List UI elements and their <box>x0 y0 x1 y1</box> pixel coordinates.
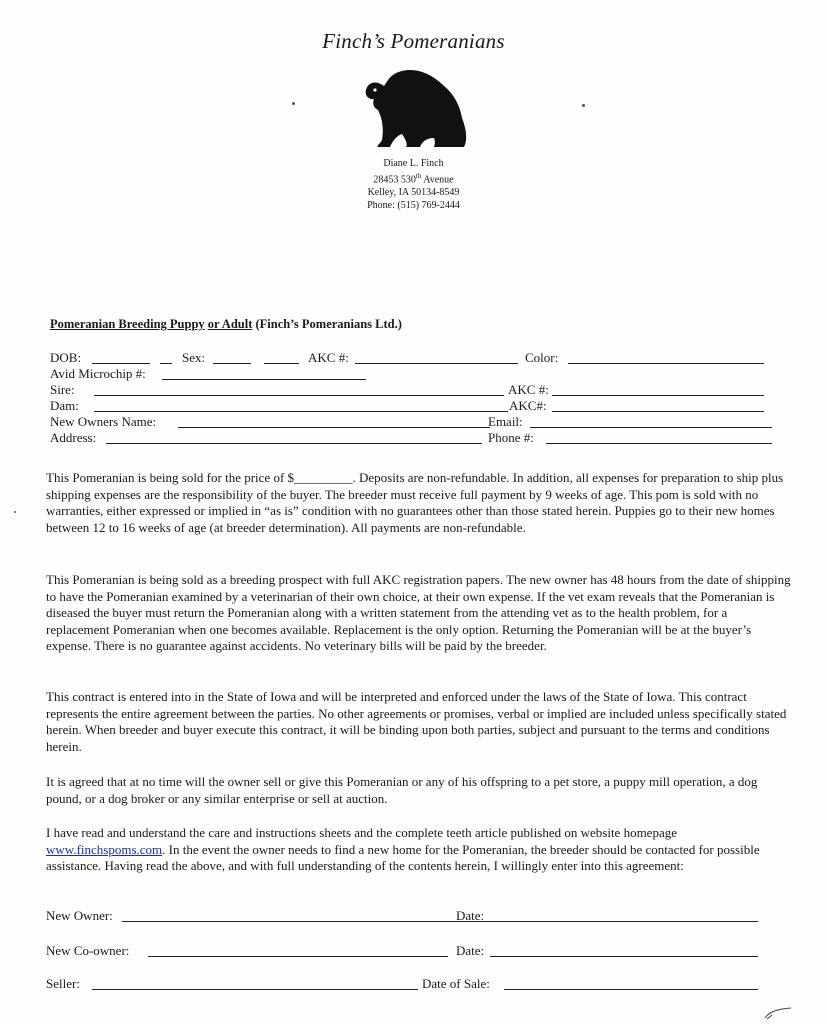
sire-label: Sire: <box>50 382 75 397</box>
sire-field[interactable] <box>94 395 504 396</box>
breeder-street: 28453 530th Avenue <box>373 172 454 186</box>
field-row-sire <box>50 382 790 398</box>
field-row-dob <box>50 350 790 366</box>
date-label-1: Date: <box>456 908 485 923</box>
field-row-dam <box>50 398 790 414</box>
signature-row-seller <box>46 976 791 992</box>
scan-speck <box>14 511 16 513</box>
date-field-1[interactable] <box>490 921 758 922</box>
dob-label: DOB: <box>50 350 82 365</box>
dam-akc-field[interactable] <box>552 411 764 412</box>
breeder-city: Kelley, IA 50134-8549 <box>367 187 460 199</box>
breeder-name: Diane L. Finch <box>383 158 444 169</box>
pomeranian-silhouette-icon <box>364 66 468 148</box>
signature-row-new-owner <box>46 908 791 924</box>
new-owner-label: New Owner: <box>46 908 113 923</box>
signature-row-co-owner <box>46 943 791 959</box>
akc-label: AKC #: <box>308 350 349 365</box>
sire-akc-label: AKC #: <box>508 382 549 397</box>
field-row-microchip <box>50 366 790 382</box>
form-heading: Pomeranian Breeding Puppy or Adult (Finch’s Pomeranians Ltd.) <box>50 317 402 331</box>
field-row-address <box>50 430 790 446</box>
breeder-phone: Phone: (515) 769-2444 <box>367 200 460 212</box>
price-paragraph: This Pomeranian is being sold for the price of $_________. Deposits are non-refundable. In addition, all expenses for preparation to ship plus shipping expenses are the responsibility of the buyer. The breeder must receive full payment by 9 weeks of age. This pom is sold with no warranties, either expressed or implied in “as is” condition with no guarantees other than those stated herein. Puppies go to their new homes between 12 to 16 weeks of age (at breeder determination). All payments are non-refundable. <box>46 470 784 535</box>
date-of-sale-label: Date of Sale: <box>422 976 490 991</box>
dob-field-extra[interactable] <box>160 363 172 364</box>
new-owner-signature-field[interactable] <box>122 921 498 922</box>
scan-speck <box>582 104 585 107</box>
date-label-2: Date: <box>456 943 485 958</box>
sex-label: Sex: <box>182 350 206 365</box>
agreement-paragraph: I have read and understand the care and instructions sheets and the complete teeth article published on website homepage www.finchspoms.com. In the event the owner needs to find a new home for the Pomeranian, the breeder should be contacted for possible assistance. Having read the above, and with full understanding of the contents herein, I willingly enter into this agreement: <box>46 825 760 874</box>
new-co-owner-signature-field[interactable] <box>148 956 448 957</box>
puppy-details-fields <box>50 350 790 446</box>
email-label: Email: <box>488 414 523 429</box>
jurisdiction-paragraph: This contract is entered into in the State of Iowa and will be interpreted and enforced under the laws of the State of Iowa. This contract represents the entire agreement between the parties. No other agreements or promises, verbal or implied are included unless specifically stated herein. When breeder and buyer execute this contract, it will be binding upon both parties, subject and pursuant to the terms and conditions herein. <box>46 689 787 754</box>
date-field-2[interactable] <box>490 956 758 957</box>
new-owners-name-label: New Owners Name: <box>50 414 157 429</box>
sex-field[interactable] <box>213 363 251 364</box>
health-paragraph: This Pomeranian is being sold as a breeding prospect with full AKC registration papers. The new owner has 48 hours from the date of shipping to have the Pomeranian examined by a veterinarian of their own choice, at their own expense. If the vet exam reveals that the Pomeranian is diseased the buyer must return the Pomeranian along with a written statement from the attending vet as to the health problem, for a replacement Pomeranian when one becomes available. Replacement is the only option. Returning the Pomeranian will be at the buyer’s expense. There is no guarantee against accidents. No veterinary bills will be paid by the breeder. <box>46 572 791 654</box>
page-title: Finch’s Pomeranians <box>322 29 505 53</box>
phone-label: Phone #: <box>488 430 534 445</box>
dam-akc-label: AKC#: <box>509 398 547 413</box>
dob-field[interactable] <box>92 363 150 364</box>
akc-field[interactable] <box>355 363 518 364</box>
dam-label: Dam: <box>50 398 79 413</box>
new-co-owner-label: New Co-owner: <box>46 943 130 958</box>
address-label: Address: <box>50 430 97 445</box>
scan-speck <box>292 102 295 105</box>
color-field[interactable] <box>568 363 764 364</box>
email-field[interactable] <box>530 427 772 428</box>
field-row-owner <box>50 414 790 430</box>
microchip-label: Avid Microchip #: <box>50 366 146 381</box>
sex-field-extra[interactable] <box>264 363 299 364</box>
date-of-sale-field[interactable] <box>504 989 758 990</box>
dam-field[interactable] <box>94 411 508 412</box>
address-field[interactable] <box>106 443 482 444</box>
resale-paragraph: It is agreed that at no time will the owner sell or give this Pomeranian or any of his offspring to a pet store, a puppy mill operation, a dog pound, or a dog broker or any similar enterprise or sell at auction. <box>46 774 758 806</box>
seller-signature-field[interactable] <box>92 989 418 990</box>
new-owners-name-field[interactable] <box>178 427 490 428</box>
phone-field[interactable] <box>546 443 772 444</box>
sire-akc-field[interactable] <box>552 395 764 396</box>
color-label: Color: <box>525 350 559 365</box>
microchip-field[interactable] <box>162 379 366 380</box>
scan-pen-mark <box>763 1006 793 1020</box>
seller-label: Seller: <box>46 976 80 991</box>
website-link[interactable]: www.finchspoms.com <box>46 841 163 857</box>
breeder-address <box>0 157 827 212</box>
